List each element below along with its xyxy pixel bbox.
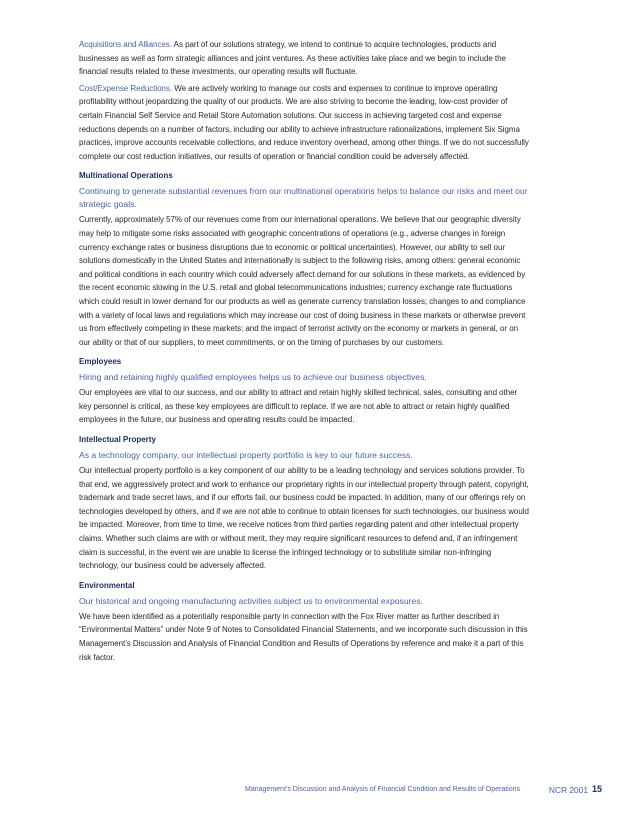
multinational-heading: Multinational Operations: [79, 171, 173, 181]
ip-lead: As a technology company, our intellectual property portfolio is key to our future success.: [79, 450, 413, 461]
environmental-lead: Our historical and ongoing manufacturing activities subject us to environmental exposures.: [79, 595, 423, 606]
cost-lead: Cost/Expense Reductions.: [79, 83, 173, 93]
employees-heading: Employees: [79, 357, 122, 367]
cost-paragraph: [79, 82, 531, 164]
ip-body: Our intellectual property portfolio is a key component of our ability to be a leading technology and services solutions provider. To that end, we aggressively protect and work to enhance our proprietary rights in our intellectual property through patent, copyright, trademark and trade secret laws, and if our efforts fail, our business could be impacted. In addition, many of our offerings rely on technologies developed by others, and if we are not able to continue to obtain licenses for such technologies, our business would be impacted. Moreover, from time to time, we receive notices from third parties regarding patent and other intellectual property claims. Whether such claims are with or without merit, they may require significant resources to defend and, if an infringement claim is successful, in the event we are unable to license the infringed technology or to substitute similar non-infringing technology, our business could be adversely affected.: [79, 466, 529, 571]
multinational-body: Currently, approximately 57% of our revenues come from our international operations. We believe that our geographic diversity may help to mitigate some risks associated with geographic concentrations of operations (e.g., adverse changes in foreign currency exchange rates or business disruptions due to economic or political uncertainties). However, our ability to sell our solutions domestically in the United States and internationally is subject to the following risks, among others: general economic and political conditions in each country which could adversely affect demand for our solutions in these markets, as evidenced by the recent economic slowing in the U.S. retail and global telecommunications industries; currency exchange rate fluctuations which could result in lower demand for our products as well as generate currency translation losses; changes to and compliance with a variety of local laws and regulations which may increase our cost of doing business in these markets or otherwise prevent us from effectively competing in these markets; and the impact of terrorist activity on the economy or markets in general, or on our ability or that of our suppliers, to meet commitments, or on the timing of purchases by our customers.: [79, 215, 526, 347]
environmental-heading: Environmental: [79, 580, 135, 590]
ip-heading: Intellectual Property: [79, 435, 156, 445]
acquisitions-body: As part of our solutions strategy, we intend to continue to acquire technologies, products and businesses as well as form strategic alliances and joint ventures. As these activities take place and we begin to include the financial results related to these investments, our operating results will fluctuate.: [79, 40, 506, 77]
page-number: 15: [591, 784, 602, 794]
page-footer: [0, 784, 638, 798]
acquisitions-lead: Acquisitions and Alliances.: [79, 40, 172, 49]
employees-body: Our employees are vital to our success, and our ability to attract and retain highly skilled technical, sales, consulting and other key personnel is critical, as these key employees are difficult to replace. If we are not able to attract or retain highly qualified employees in the future, our business and operating results could be impacted.: [79, 388, 518, 425]
acquisitions-paragraph: [79, 38, 531, 79]
multinational-lead: Continuing to generate substantial revenues from our multinational operations helps to balance our risks and meet our strategic goals.: [79, 186, 528, 210]
employees-lead: Hiring and retaining highly qualified employees helps us to achieve our business objectives.: [79, 372, 427, 383]
environmental-body: We have been identified as a potentially responsible party in connection with the Fox River matter as further described in “Environmental Matters” under Note 9 of Notes to Consolidated Financial Statements, and we incorporate such discussion in this Management’s Discussion and Analysis of Financial Condition and Results of Operations by reference and make it a part of this risk factor.: [79, 611, 528, 662]
footer-brand: NCR 2001: [548, 785, 588, 795]
page-content: [79, 38, 531, 667]
footer-title: Management’s Discussion and Analysis of Financial Condition and Results of Operations: [245, 786, 520, 793]
cost-body: We are actively working to manage our costs and expenses to continue to improve operating profitability without jeopardizing the quality of our products. We are also striving to become the leading, low-cost provider of certain Financial Self Service and Retail Store Automation solutions. Our success in achieving targeted cost and expense reductions depends on a number of factors, including our ability to achieve infrastructure rationalizations, implement Six Sigma practices, improve accounts receivable collections, and reduce inventory overhead, among other things. If we do not successfully complete our cost reduction initiatives, our results of operation or financial condition could be adversely affected.: [79, 83, 529, 161]
